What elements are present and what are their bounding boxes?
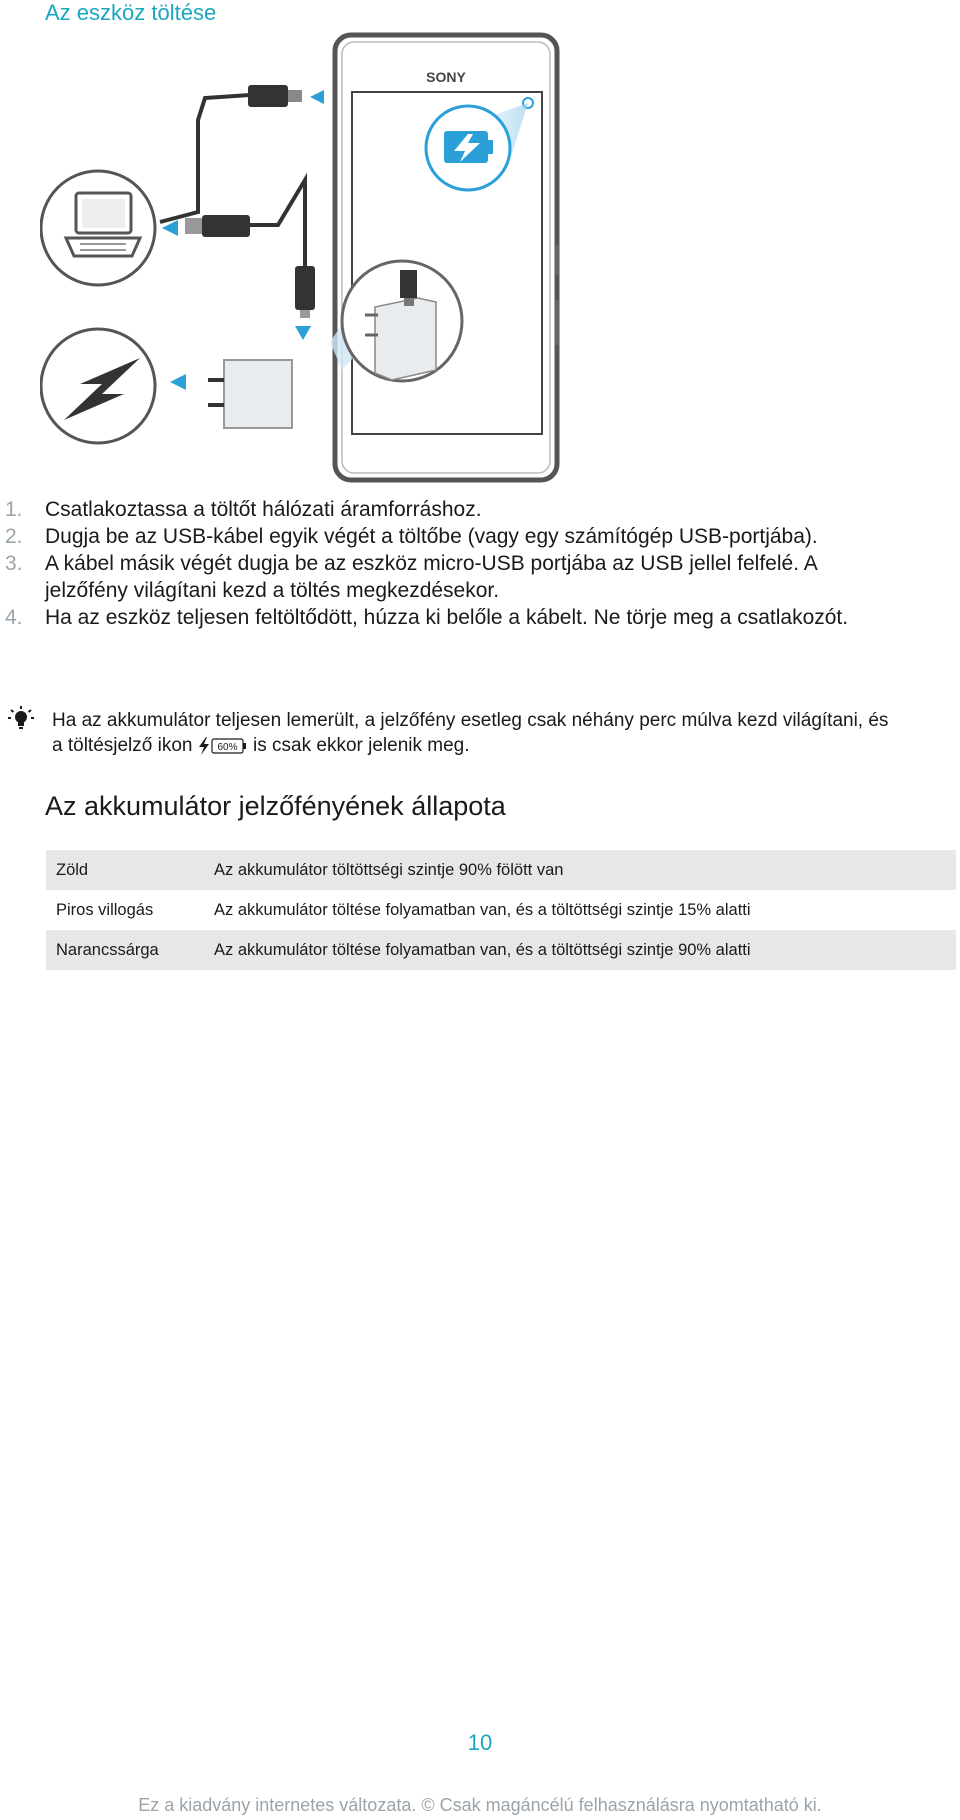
step-number: 4. — [5, 606, 23, 629]
status-state: Zöld — [46, 850, 204, 890]
step-item — [0, 604, 900, 631]
status-description: Az akkumulátor töltöttségi szintje 90% fölött van — [204, 850, 956, 890]
status-heading: Az akkumulátor jelzőfényének állapota — [45, 791, 506, 821]
table-row — [46, 850, 956, 890]
step-number: 1. — [5, 498, 23, 521]
section-title: Az eszköz töltése — [45, 0, 217, 25]
step-item — [0, 550, 900, 604]
step-number: 2. — [5, 525, 23, 548]
status-state: Narancssárga — [46, 930, 204, 970]
step-text: Csatlakoztassa a töltőt hálózati áramforráshoz. — [45, 498, 482, 521]
table-row — [46, 890, 956, 930]
wall-charger — [208, 360, 292, 428]
power-outlet-icon — [41, 329, 155, 443]
step-text: Dugja be az USB-kábel egyik végét a töltőbe (vagy egy számítógép USB-portjába). — [45, 525, 818, 548]
status-description: Az akkumulátor töltése folyamatban van, és a töltöttségi szintje 15% alatti — [214, 900, 751, 919]
battery-charging-inline-icon — [198, 736, 248, 756]
step-number: 3. — [5, 552, 23, 575]
step-text: Ha az eszköz teljesen feltöltődött, húzza ki belőle a kábelt. Ne törje meg a csatlakozót. — [45, 606, 849, 629]
steps-list — [0, 496, 900, 631]
phone — [335, 35, 559, 480]
step-text: A kábel másik végét dugja be az eszköz micro-USB portjába az USB jellel felfelé. A jelzőfény világítani kezd a töltés megkezdésekor. — [45, 552, 817, 602]
step-item — [0, 523, 900, 550]
page-number: 10 — [467, 1730, 493, 1755]
tip-text — [52, 708, 892, 758]
status-table — [46, 850, 956, 970]
charging-illustration — [40, 30, 580, 490]
table-row — [46, 930, 956, 970]
tip-text-before: Ha az akkumulátor teljesen lemerült, a jelzőfény esetleg csak néhány perc múlva kezd világítani, és a töltésjelző ikon — [52, 710, 889, 756]
status-state: Piros villogás — [56, 900, 154, 919]
battery-charging-icon — [426, 106, 510, 190]
step-item — [0, 496, 900, 523]
laptop-icon — [41, 171, 155, 285]
tip-text-after: is csak ekkor jelenik meg. — [253, 735, 470, 756]
status-description: Az akkumulátor töltése folyamatban van, és a töltöttségi szintje 90% alatti — [204, 930, 956, 970]
battery-inline-label: 60% — [217, 741, 238, 753]
lightbulb-icon — [8, 706, 34, 732]
brand-text: SONY — [426, 69, 466, 85]
usb-plug — [185, 215, 250, 237]
footer-text: Ez a kiadvány internetes változata. © Csak magáncélú felhasználásra nyomtatható ki. — [138, 1795, 822, 1815]
micro-usb-plug — [248, 85, 302, 107]
